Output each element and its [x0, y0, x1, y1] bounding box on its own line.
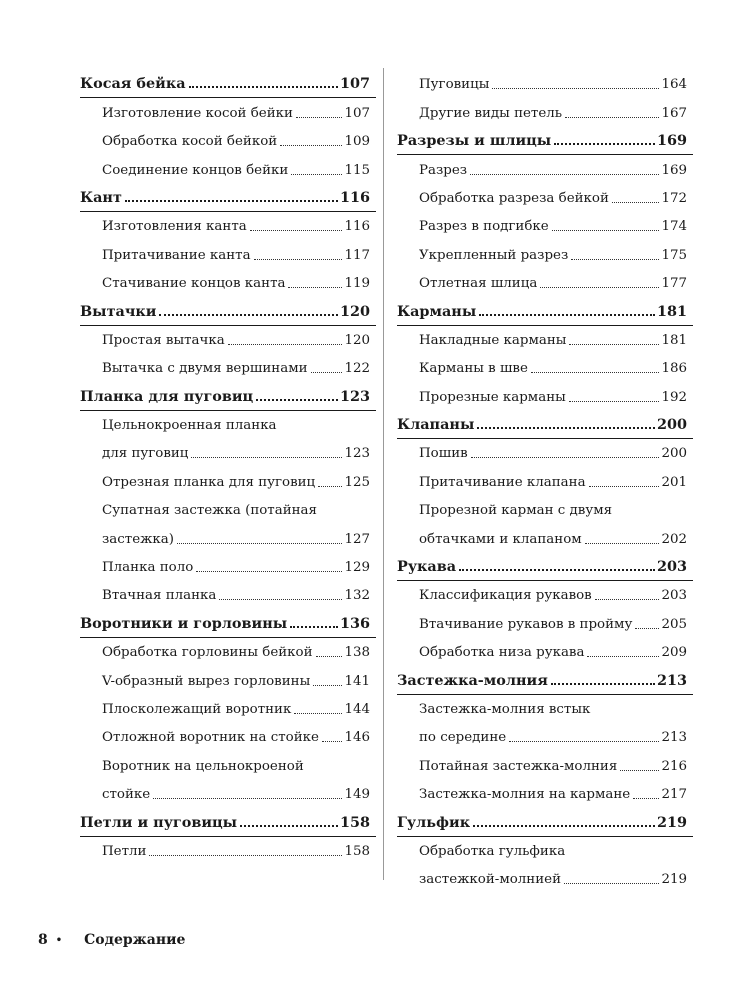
page-number-ref: 123 [339, 387, 370, 405]
page-number-ref: 141 [344, 673, 370, 689]
dot-leader [316, 656, 343, 657]
entry-title: Разрез [419, 162, 468, 178]
toc-subentry[interactable] [80, 439, 370, 467]
toc-subentry[interactable] [397, 326, 687, 354]
dot-leader [554, 143, 655, 145]
toc-section-entry[interactable] [80, 70, 370, 98]
section-title: Застежка-молния [397, 671, 548, 689]
dot-leader [125, 200, 338, 202]
page-number-ref: 181 [661, 332, 687, 348]
entry-title: V-образный вырез горловины [102, 673, 311, 689]
toc-subentry[interactable] [397, 98, 687, 126]
section-title: Гульфик [397, 813, 471, 831]
page-number-ref: 174 [661, 219, 687, 235]
dot-leader [322, 741, 343, 742]
dot-leader [318, 486, 342, 487]
page-number-ref: 116 [344, 219, 370, 235]
dot-leader [477, 427, 655, 429]
toc-entry-continuation [397, 496, 687, 524]
toc-subentry[interactable] [397, 524, 687, 552]
toc-subentry[interactable] [397, 638, 687, 666]
dot-leader [565, 117, 659, 118]
toc-subentry[interactable] [397, 382, 687, 410]
entry-title: Классификация рукавов [419, 588, 592, 604]
entry-title: Воротник на цельнокроеной [102, 758, 304, 774]
dot-leader [589, 486, 660, 487]
entry-title: Втачная планка [102, 588, 217, 604]
toc-subentry[interactable] [80, 524, 370, 552]
entry-title: Обработка низа рукава [419, 645, 585, 661]
toc-subentry[interactable] [80, 837, 370, 865]
dot-leader [291, 174, 342, 175]
page-number-ref: 200 [656, 416, 687, 434]
toc-subentry[interactable] [397, 212, 687, 240]
entry-title: Супатная застежка (потайная [102, 503, 317, 519]
entry-title: для пуговиц [102, 446, 189, 462]
section-title: Клапаны [397, 416, 475, 434]
entry-title: Соединение концов бейки [102, 162, 289, 178]
toc-right-column [397, 70, 687, 893]
page-number-ref: 129 [344, 560, 370, 576]
toc-subentry[interactable] [397, 439, 687, 467]
page-number-ref: 169 [656, 132, 687, 150]
dot-leader [635, 628, 659, 629]
entry-title: Планка поло [102, 560, 194, 576]
entry-title: Отлетная шлица [419, 276, 538, 292]
section-title: Воротники и горловины [80, 614, 288, 632]
entry-title: Притачивание канта [102, 247, 251, 263]
page-number-ref: 213 [656, 671, 687, 689]
toc-subentry[interactable] [80, 212, 370, 240]
dot-leader [479, 314, 655, 316]
toc-section-entry[interactable] [397, 666, 687, 694]
toc-section-entry[interactable] [397, 127, 687, 155]
toc-entry-continuation [80, 411, 370, 439]
toc-subentry[interactable] [397, 467, 687, 495]
toc-subentry[interactable] [80, 467, 370, 495]
dot-leader [196, 571, 342, 572]
toc-subentry[interactable] [397, 609, 687, 637]
toc-subentry[interactable] [397, 581, 687, 609]
dot-leader [296, 117, 343, 118]
entry-title: Прорезные карманы [419, 389, 566, 405]
page-number-ref: 203 [661, 588, 687, 604]
page-number-ref: 107 [339, 75, 370, 93]
toc-subentry[interactable] [397, 269, 687, 297]
dot-leader [612, 202, 660, 203]
entry-title: обтачками и клапаном [419, 531, 582, 547]
toc-subentry[interactable] [80, 666, 370, 694]
toc-subentry[interactable] [80, 354, 370, 382]
entry-title: Изготовление косой бейки [102, 105, 293, 121]
entry-title: застежкой-молнией [419, 872, 562, 888]
page-number-ref: 192 [661, 389, 687, 405]
entry-title: стойке [102, 787, 151, 803]
toc-entry-continuation [397, 695, 687, 723]
dot-leader [228, 344, 343, 345]
toc-subentry[interactable] [397, 184, 687, 212]
toc-subentry[interactable] [397, 354, 687, 382]
page-number-ref: 119 [344, 276, 370, 292]
dot-leader [256, 399, 338, 401]
toc-section-entry[interactable] [80, 382, 370, 410]
page-number-ref: 158 [344, 843, 370, 859]
dot-leader [311, 372, 343, 373]
entry-title: Обработка гульфика [419, 843, 566, 859]
entry-title: Потайная застежка-молния [419, 758, 618, 774]
entry-title: Накладные карманы [419, 332, 567, 348]
page-number-ref: 107 [344, 105, 370, 121]
dot-leader [177, 543, 342, 544]
page-number-ref: 164 [661, 77, 687, 93]
toc-section-entry[interactable] [80, 184, 370, 212]
dot-leader [191, 457, 342, 458]
entry-title: Петли [102, 843, 147, 859]
page-number-ref: 169 [661, 162, 687, 178]
dot-leader [294, 713, 342, 714]
toc-subentry[interactable] [397, 780, 687, 808]
entry-title: Пуговицы [419, 77, 490, 93]
entry-title: Вытачка с двумя вершинами [102, 361, 308, 377]
page-number-ref: 120 [339, 302, 370, 320]
dot-leader [509, 741, 659, 742]
dot-leader [280, 145, 342, 146]
page-number-ref: 200 [661, 446, 687, 462]
toc-subentry[interactable] [397, 70, 687, 98]
entry-title: Застежка-молния встык [419, 701, 591, 717]
page-number: 8 [38, 932, 48, 948]
page-number-ref: 205 [661, 616, 687, 632]
dot-leader [531, 372, 660, 373]
toc-subentry[interactable] [80, 553, 370, 581]
toc-left-column [80, 70, 370, 865]
page-number-ref: 217 [661, 787, 687, 803]
dot-leader [587, 656, 659, 657]
entry-title: Прорезной карман с двумя [419, 503, 613, 519]
page-number-ref: 219 [656, 813, 687, 831]
dot-leader [470, 174, 659, 175]
entry-title: Отрезная планка для пуговиц [102, 474, 316, 490]
column-divider [383, 68, 384, 880]
toc-entry-continuation [80, 496, 370, 524]
page-number-ref: 167 [661, 105, 687, 121]
page-number-ref: 132 [344, 588, 370, 604]
entry-title: Карманы в шве [419, 361, 528, 377]
toc-subentry[interactable] [397, 723, 687, 751]
page-number-ref: 125 [344, 474, 370, 490]
section-title: Косая бейка [80, 75, 186, 93]
page-number-ref: 109 [344, 134, 370, 150]
page-number-ref: 146 [344, 730, 370, 746]
section-title: Кант [80, 188, 122, 206]
toc-subentry[interactable] [397, 155, 687, 183]
section-title: Разрезы и шлицы [397, 132, 552, 150]
dot-leader [189, 86, 338, 88]
dot-leader [633, 798, 659, 799]
running-title: Содержание [84, 932, 186, 948]
entry-title: по середине [419, 730, 507, 746]
toc-subentry[interactable] [80, 638, 370, 666]
entry-title: Простая вытачка [102, 332, 225, 348]
toc-subentry[interactable] [80, 127, 370, 155]
page-number-ref: 201 [661, 474, 687, 490]
toc-subentry[interactable] [80, 240, 370, 268]
page-number-ref: 181 [656, 302, 687, 320]
page-number-ref: 115 [344, 162, 370, 178]
toc-subentry[interactable] [397, 865, 687, 893]
dot-leader [313, 685, 342, 686]
page-number-ref: 123 [344, 446, 370, 462]
toc-subentry[interactable] [80, 269, 370, 297]
section-title: Петли и пуговицы [80, 813, 238, 831]
section-title: Карманы [397, 302, 477, 320]
dot-leader [569, 344, 659, 345]
page-number-ref: 144 [344, 701, 370, 717]
dot-leader [149, 855, 342, 856]
dot-leader [459, 569, 655, 571]
dot-leader [250, 230, 343, 231]
toc-subentry[interactable] [80, 581, 370, 609]
entry-title: Застежка-молния на кармане [419, 787, 631, 803]
page-number-ref: 117 [344, 247, 370, 263]
dot-leader [569, 401, 660, 402]
entry-title: застежка) [102, 531, 175, 547]
page-number-ref: 202 [661, 531, 687, 547]
page-number-ref: 127 [344, 531, 370, 547]
page-number-ref: 136 [339, 614, 370, 632]
toc-section-entry[interactable] [397, 808, 687, 836]
page-footer [38, 932, 185, 948]
page-number-ref: 177 [661, 276, 687, 292]
toc-subentry[interactable] [80, 723, 370, 751]
entry-title: Втачивание рукавов в пройму [419, 616, 633, 632]
dot-leader [595, 599, 660, 600]
dot-leader [240, 825, 338, 827]
page-number-ref: 158 [339, 813, 370, 831]
page-number-ref: 116 [339, 188, 370, 206]
dot-leader [492, 88, 659, 89]
toc-subentry[interactable] [80, 155, 370, 183]
dot-leader [471, 457, 660, 458]
toc-subentry[interactable] [397, 751, 687, 779]
toc-entry-continuation [397, 837, 687, 865]
entry-title: Обработка разреза бейкой [419, 190, 609, 206]
dot-leader [571, 259, 659, 260]
section-title: Планка для пуговиц [80, 387, 254, 405]
dot-leader [290, 626, 338, 628]
toc-subentry[interactable] [80, 695, 370, 723]
entry-title: Цельнокроенная планка [102, 418, 277, 434]
toc-section-entry[interactable] [80, 808, 370, 836]
toc-section-entry[interactable] [80, 609, 370, 637]
page-number-ref: 172 [661, 190, 687, 206]
entry-title: Обработка горловины бейкой [102, 645, 313, 661]
page-number-ref: 213 [661, 730, 687, 746]
page-number-ref: 216 [661, 758, 687, 774]
dot-leader [564, 883, 659, 884]
entry-title: Другие виды петель [419, 105, 563, 121]
page-number-ref: 203 [656, 558, 687, 576]
page-number-ref: 149 [344, 787, 370, 803]
dot-leader [585, 543, 660, 544]
entry-title: Обработка косой бейкой [102, 134, 278, 150]
toc-section-entry[interactable] [397, 297, 687, 325]
entry-title: Разрез в подгибке [419, 219, 549, 235]
toc-section-entry[interactable] [80, 297, 370, 325]
toc-subentry[interactable] [80, 780, 370, 808]
entry-title: Притачивание клапана [419, 474, 586, 490]
toc-entry-continuation [80, 751, 370, 779]
entry-title: Плосколежащий воротник [102, 701, 292, 717]
section-title: Рукава [397, 558, 457, 576]
page-number-ref: 122 [344, 361, 370, 377]
page-number-ref: 186 [661, 361, 687, 377]
dot-leader [540, 287, 659, 288]
dot-leader [552, 230, 660, 231]
toc-subentry[interactable] [80, 98, 370, 126]
toc-section-entry[interactable] [397, 411, 687, 439]
page-number-ref: 209 [661, 645, 687, 661]
dot-leader [219, 599, 342, 600]
page-number-ref: 219 [661, 872, 687, 888]
page-number-ref: 175 [661, 247, 687, 263]
page-number-ref: 138 [344, 645, 370, 661]
entry-title: Изготовления канта [102, 219, 247, 235]
dot-leader [254, 259, 343, 260]
dot-leader [159, 314, 338, 316]
page-number-ref: 120 [344, 332, 370, 348]
toc-section-entry[interactable] [397, 553, 687, 581]
dot-leader [473, 825, 655, 827]
footer-bullet: • [55, 934, 63, 946]
entry-title: Отложной воротник на стойке [102, 730, 319, 746]
dot-leader [288, 287, 342, 288]
entry-title: Стачивание концов канта [102, 276, 286, 292]
dot-leader [620, 770, 659, 771]
dot-leader [551, 683, 655, 685]
section-title: Вытачки [80, 302, 157, 320]
entry-title: Пошив [419, 446, 468, 462]
dot-leader [153, 798, 342, 799]
toc-subentry[interactable] [397, 240, 687, 268]
entry-title: Укрепленный разрез [419, 247, 569, 263]
toc-subentry[interactable] [80, 326, 370, 354]
